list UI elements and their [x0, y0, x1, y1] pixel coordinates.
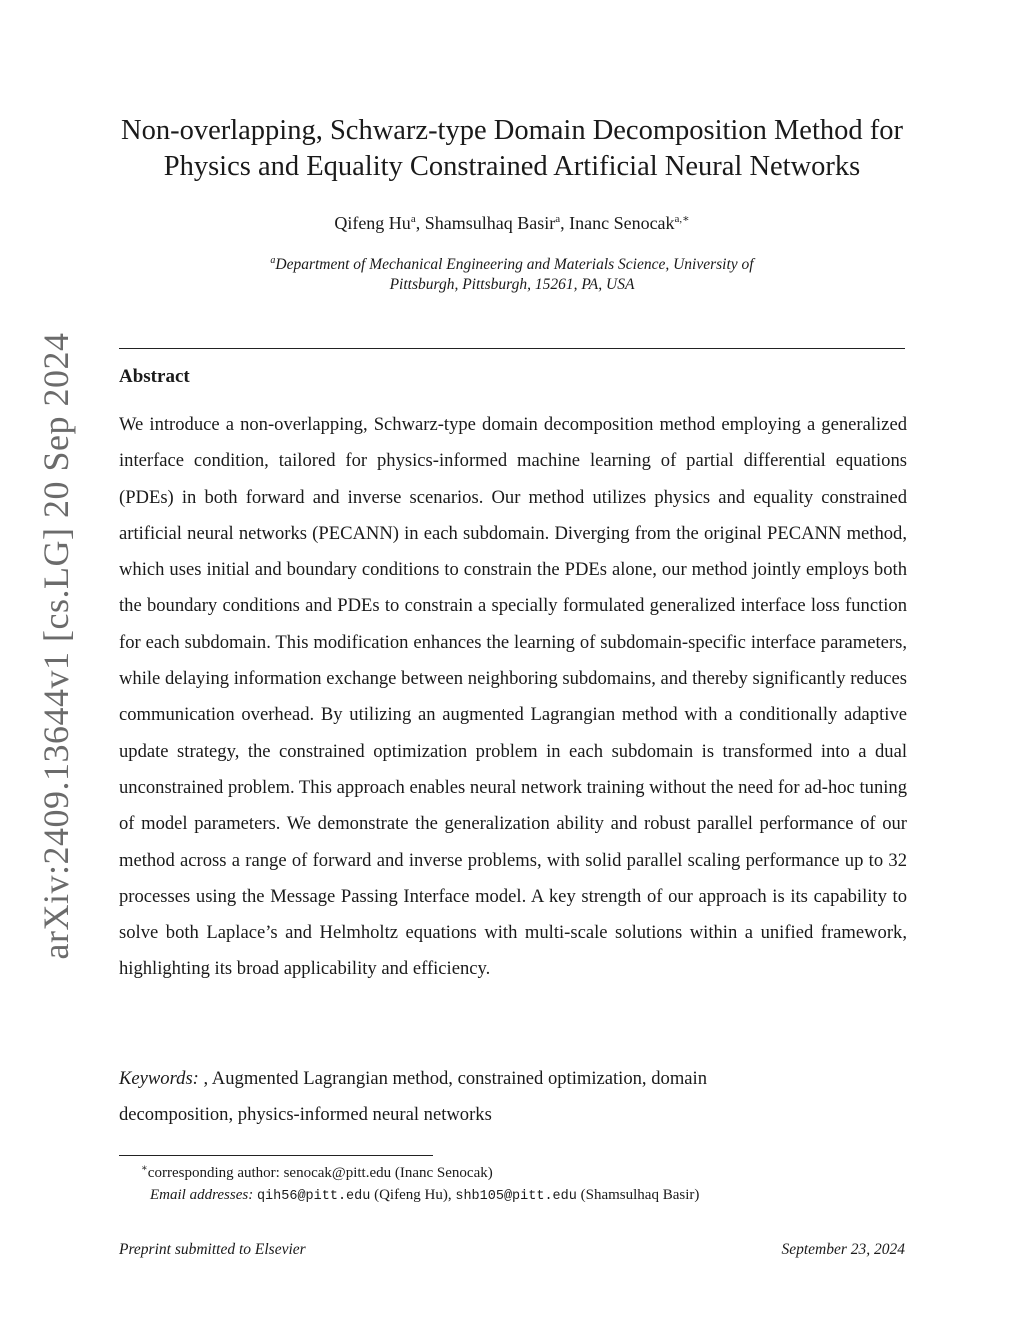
affiliation-line-2: Pittsburgh, Pittsburgh, 15261, PA, USA — [389, 276, 635, 294]
title-line-1: Non-overlapping, Schwarz-type Domain Decomposition Method for — [121, 115, 903, 146]
author-name: Inanc Senocak — [569, 213, 675, 233]
corresponding-author-text: corresponding author: senocak@pitt.edu (Inanc Senocak) — [147, 1165, 493, 1181]
author-separator: , — [560, 213, 570, 233]
email-addresses-note — [119, 1184, 909, 1208]
abstract-heading: Abstract — [119, 366, 190, 387]
author-list — [100, 212, 924, 234]
keywords-text: , Augmented Lagrangian method, constrained optimization, domain decomposition, physics-informed neural networks — [119, 1068, 707, 1125]
footer-preprint-note: Preprint submitted to Elsevier — [119, 1241, 306, 1258]
author-affiliation-mark: a,∗ — [674, 213, 690, 225]
keywords-label: Keywords: — [119, 1068, 199, 1089]
email-owner-2: (Shamsulhaq Basir) — [576, 1187, 700, 1203]
email-owner-1: (Qifeng Hu), — [370, 1187, 456, 1203]
author-name: Shamsulhaq Basir — [424, 213, 556, 233]
affiliation-mark: a — [270, 255, 276, 266]
author-affiliation-mark: a — [555, 213, 561, 225]
footnote-mark: ∗ — [141, 1163, 148, 1174]
keywords — [119, 1061, 819, 1133]
email-label: Email addresses: — [150, 1187, 254, 1203]
email-link-qih56[interactable]: qih56@pitt.edu — [256, 1189, 371, 1204]
title-line-2: Physics and Equality Constrained Artificial Neural Networks — [163, 151, 861, 182]
footer-date: September 23, 2024 — [781, 1241, 905, 1258]
affiliation-line-1: Department of Mechanical Engineering and Materials Science, University of — [275, 256, 754, 274]
footnote-rule — [119, 1155, 433, 1156]
author-affiliation-mark: a — [410, 213, 416, 225]
author-separator: , — [415, 213, 425, 233]
footnote — [119, 1158, 909, 1208]
author-name: Qifeng Hu — [334, 213, 411, 233]
paper-title — [100, 113, 924, 185]
abstract-body: We introduce a non-overlapping, Schwarz-type domain decomposition method employing a generalized interface condition, tailored for physics-informed machine learning of partial differential equations (PDEs) in both forward and inverse scenarios. Our method utilizes physics and equality constrained artificial neural networks (PECANN) in each subdomain. Diverging from the original PECANN method, which uses initial and boundary conditions to constrain the PDEs alone, our method jointly employs both the boundary conditions and PDEs to constrain a specially formulated generalized interface loss function for each subdomain. This modification enhances the learning of subdomain-specific interface parameters, while delaying information exchange between neighboring subdomains, and thereby significantly reduces communication overhead. By utilizing an augmented Lagrangian method with a conditionally adaptive update strategy, the constrained optimization problem in each subdomain is transformed into a dual unconstrained problem. This approach enables neural network training without the need for ad-hoc tuning of model parameters. We demonstrate the generalization ability and robust parallel performance of our method across a range of forward and inverse problems, with solid parallel scaling performance up to 32 processes using the Message Passing Interface model. A key strength of our approach is its capability to solve both Laplace’s and Helmholtz equations with multi-scale solutions within a unified framework, highlighting its broad applicability and efficiency. — [119, 414, 907, 980]
abstract-top-rule — [119, 348, 905, 349]
affiliation — [180, 251, 844, 295]
corresponding-author-note — [119, 1158, 909, 1184]
arxiv-identifier-stamp: arXiv:2409.13644v1 [cs.LG] 20 Sep 2024 — [36, 332, 76, 960]
email-link-shb105[interactable]: shb105@pitt.edu — [455, 1189, 577, 1204]
